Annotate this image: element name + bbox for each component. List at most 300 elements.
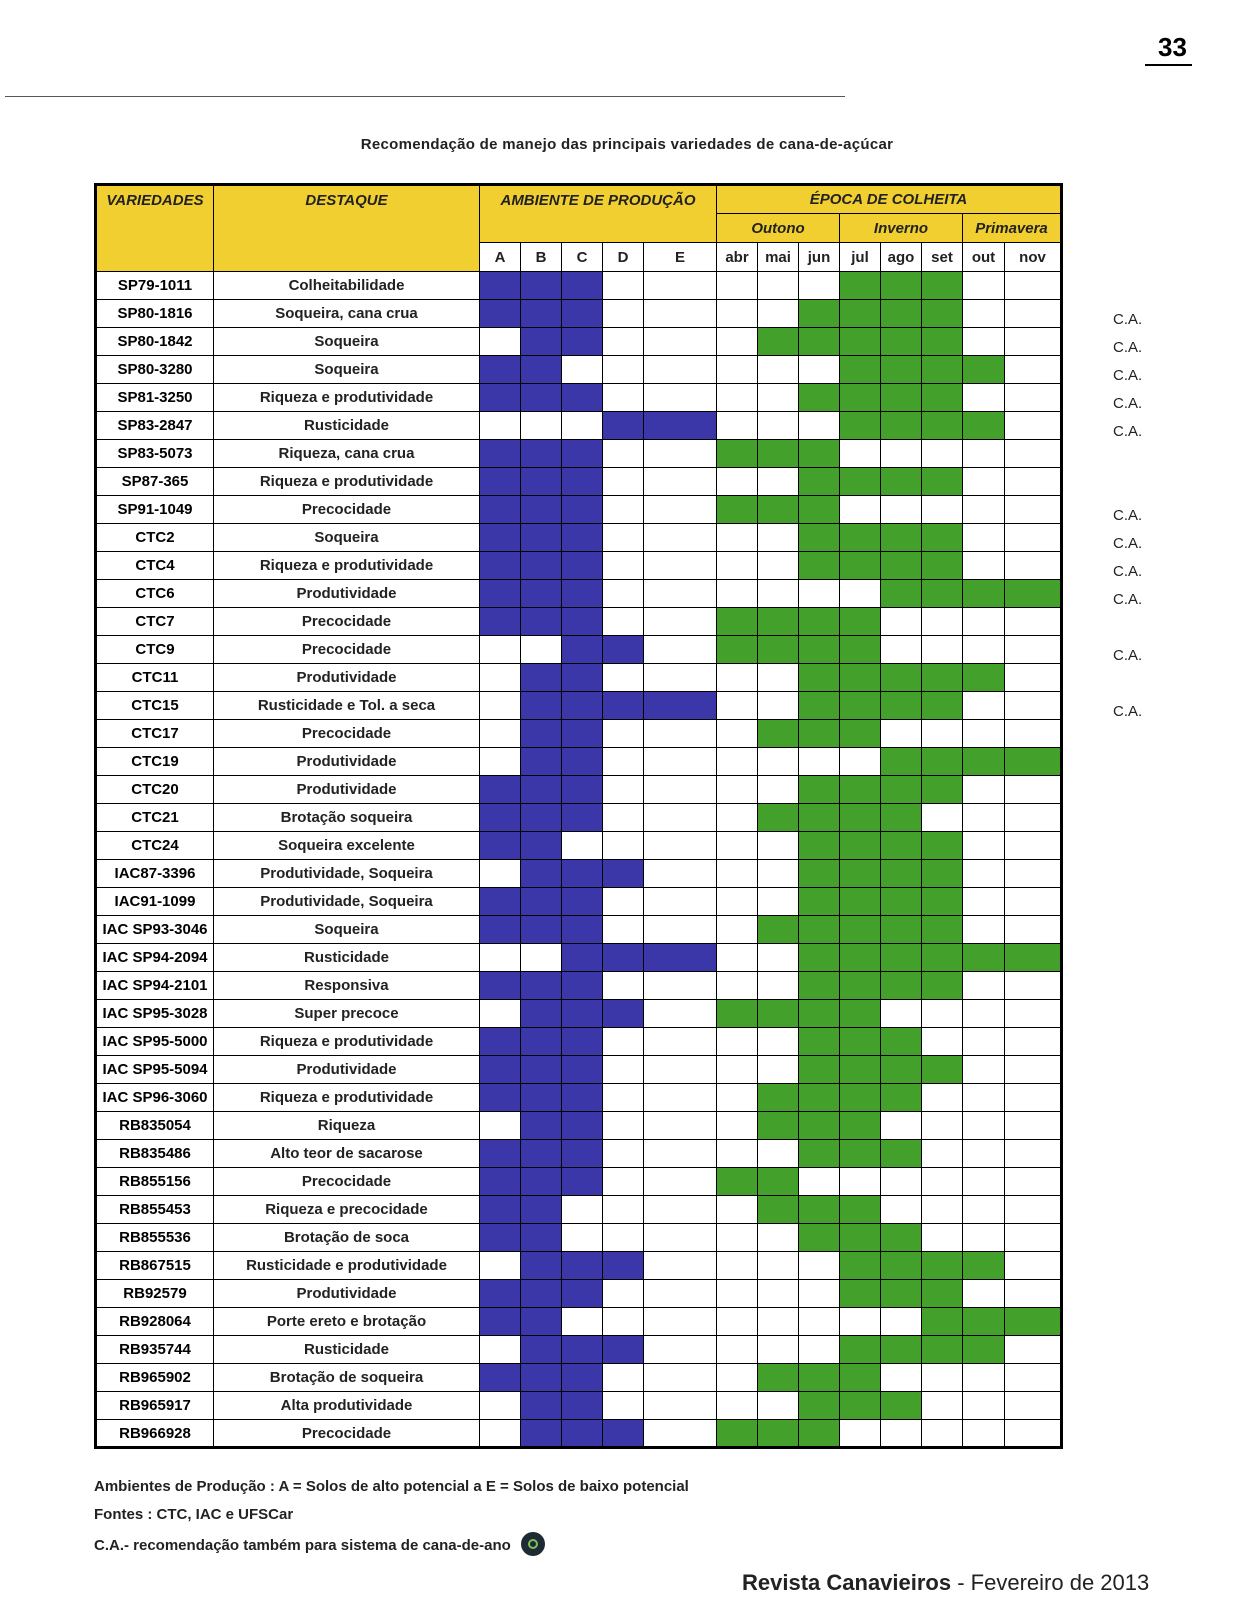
harvest-cell-out [963,664,1005,692]
table-row [96,1280,1062,1308]
env-cell-e [644,804,717,832]
env-cell-d [603,608,644,636]
env-cell-c [562,804,603,832]
harvest-cell-nov [1005,328,1062,356]
harvest-cell-jul [840,1196,881,1224]
harvest-cell-abr [717,1252,758,1280]
harvest-cell-abr [717,1336,758,1364]
env-cell-a [480,1280,521,1308]
table-container [94,183,1063,1449]
variety-cell: SP80-1842 [96,328,214,356]
harvest-cell-nov [1005,440,1062,468]
env-cell-e [644,1028,717,1056]
harvest-cell-set [922,888,963,916]
variety-cell: IAC SP95-3028 [96,1000,214,1028]
table-row [96,1364,1062,1392]
env-cell-a [480,804,521,832]
highlight-cell: Rusticidade e Tol. a seca [214,692,480,720]
harvest-cell-set [922,552,963,580]
env-cell-a [480,608,521,636]
variety-cell: SP83-2847 [96,412,214,440]
highlight-cell: Soqueira [214,916,480,944]
env-cell-b [521,748,562,776]
harvest-cell-nov [1005,552,1062,580]
table-row [96,748,1062,776]
table-row [96,1308,1062,1336]
harvest-cell-out [963,720,1005,748]
harvest-cell-ago [881,272,922,300]
harvest-cell-jun [799,1336,840,1364]
harvest-cell-nov [1005,1280,1062,1308]
harvest-cell-set [922,300,963,328]
harvest-cell-jul [840,608,881,636]
env-cell-d [603,860,644,888]
harvest-cell-abr [717,1196,758,1224]
env-cell-e [644,1112,717,1140]
harvest-cell-nov [1005,776,1062,804]
env-cell-c [562,300,603,328]
env-cell-c [562,328,603,356]
header-season-inverno: Inverno [840,214,963,243]
harvest-cell-abr [717,1392,758,1420]
highlight-cell: Super precoce [214,1000,480,1028]
harvest-cell-out [963,1196,1005,1224]
env-cell-a [480,748,521,776]
env-cell-d [603,1224,644,1252]
harvest-cell-jun [799,664,840,692]
variety-cell: CTC11 [96,664,214,692]
variety-cell: IAC SP95-5000 [96,1028,214,1056]
harvest-cell-mai [758,664,799,692]
harvest-cell-abr [717,664,758,692]
table-row [96,944,1062,972]
env-cell-a [480,1364,521,1392]
harvest-cell-out [963,1028,1005,1056]
table-row [96,608,1062,636]
harvest-cell-out [963,496,1005,524]
env-cell-a [480,468,521,496]
harvest-cell-ago [881,1336,922,1364]
harvest-cell-nov [1005,1140,1062,1168]
variety-cell: CTC2 [96,524,214,552]
harvest-cell-nov [1005,944,1062,972]
harvest-cell-jul [840,356,881,384]
env-cell-b [521,1000,562,1028]
env-cell-b [521,1028,562,1056]
env-cell-a [480,692,521,720]
env-cell-d [603,1028,644,1056]
highlight-cell: Brotação de soqueira [214,1364,480,1392]
harvest-cell-jul [840,1364,881,1392]
highlight-cell: Colheitabilidade [214,272,480,300]
harvest-cell-out [963,1112,1005,1140]
harvest-cell-mai [758,328,799,356]
harvest-cell-jun [799,580,840,608]
env-cell-a [480,440,521,468]
harvest-cell-set [922,328,963,356]
harvest-cell-set [922,1112,963,1140]
env-cell-e [644,1224,717,1252]
harvest-cell-abr [717,832,758,860]
harvest-cell-abr [717,1056,758,1084]
harvest-cell-ago [881,300,922,328]
env-cell-d [603,1056,644,1084]
footnote-ca [94,1534,545,1558]
env-cell-e [644,412,717,440]
env-cell-a [480,1336,521,1364]
highlight-cell: Soqueira [214,328,480,356]
highlight-cell: Rusticidade [214,1336,480,1364]
harvest-cell-ago [881,972,922,1000]
harvest-cell-ago [881,1056,922,1084]
harvest-cell-jul [840,804,881,832]
highlight-cell: Produtividade [214,580,480,608]
harvest-cell-ago [881,440,922,468]
harvest-cell-mai [758,1056,799,1084]
harvest-cell-mai [758,300,799,328]
highlight-cell: Soqueira [214,356,480,384]
env-cell-b [521,328,562,356]
harvest-cell-nov [1005,1364,1062,1392]
env-cell-d [603,524,644,552]
harvest-cell-set [922,692,963,720]
env-cell-b [521,804,562,832]
harvest-cell-ago [881,804,922,832]
harvest-cell-mai [758,496,799,524]
harvest-cell-out [963,272,1005,300]
header-month-set: set [922,243,963,272]
variety-cell: RB928064 [96,1308,214,1336]
harvest-cell-abr [717,440,758,468]
harvest-cell-abr [717,1140,758,1168]
harvest-cell-abr [717,1084,758,1112]
harvest-cell-out [963,1420,1005,1448]
env-cell-b [521,580,562,608]
ca-label: C.A. [1113,646,1143,664]
table-row [96,720,1062,748]
harvest-cell-jul [840,1140,881,1168]
env-cell-e [644,664,717,692]
harvest-cell-jul [840,1168,881,1196]
env-cell-d [603,748,644,776]
env-cell-c [562,1000,603,1028]
env-cell-c [562,1336,603,1364]
harvest-cell-jul [840,552,881,580]
env-cell-e [644,720,717,748]
harvest-cell-set [922,1196,963,1224]
harvest-cell-abr [717,1364,758,1392]
table-row [96,832,1062,860]
env-cell-c [562,412,603,440]
harvest-cell-ago [881,776,922,804]
table-title: Recomendação de manejo das principais variedades de cana-de-açúcar [360,136,894,153]
table-row [96,1252,1062,1280]
harvest-cell-jun [799,384,840,412]
harvest-cell-nov [1005,608,1062,636]
harvest-cell-set [922,1168,963,1196]
highlight-cell: Riqueza e produtividade [214,468,480,496]
env-cell-b [521,608,562,636]
env-cell-a [480,356,521,384]
harvest-cell-nov [1005,720,1062,748]
env-cell-c [562,1084,603,1112]
harvest-cell-jun [799,1140,840,1168]
harvest-cell-mai [758,832,799,860]
env-cell-b [521,776,562,804]
harvest-cell-mai [758,1112,799,1140]
harvest-cell-jun [799,272,840,300]
canavieiros-logo-icon [521,1532,545,1556]
harvest-cell-abr [717,356,758,384]
harvest-cell-ago [881,748,922,776]
harvest-cell-mai [758,552,799,580]
header-season-outono: Outono [717,214,840,243]
env-cell-c [562,580,603,608]
harvest-cell-out [963,468,1005,496]
highlight-cell: Responsiva [214,972,480,1000]
harvest-cell-jun [799,720,840,748]
env-cell-d [603,580,644,608]
variety-cell: CTC15 [96,692,214,720]
harvest-cell-mai [758,1000,799,1028]
variety-cell: RB965902 [96,1364,214,1392]
harvest-cell-mai [758,776,799,804]
env-cell-d [603,328,644,356]
harvest-cell-jul [840,888,881,916]
env-cell-e [644,1336,717,1364]
harvest-cell-ago [881,1168,922,1196]
harvest-cell-set [922,1420,963,1448]
harvest-cell-ago [881,356,922,384]
env-cell-d [603,1308,644,1336]
harvest-cell-jul [840,1308,881,1336]
harvest-cell-jun [799,468,840,496]
variety-cell: SP80-3280 [96,356,214,384]
harvest-cell-abr [717,300,758,328]
env-cell-c [562,832,603,860]
variety-cell: SP91-1049 [96,496,214,524]
harvest-cell-abr [717,860,758,888]
env-cell-e [644,748,717,776]
harvest-cell-ago [881,1308,922,1336]
harvest-cell-nov [1005,1000,1062,1028]
env-cell-a [480,888,521,916]
env-cell-b [521,720,562,748]
env-cell-c [562,748,603,776]
harvest-cell-jun [799,552,840,580]
magazine-separator: - [951,1570,971,1595]
harvest-cell-jun [799,1364,840,1392]
harvest-cell-abr [717,636,758,664]
harvest-cell-out [963,636,1005,664]
harvest-cell-jul [840,580,881,608]
harvest-cell-abr [717,1224,758,1252]
env-cell-c [562,524,603,552]
harvest-cell-ago [881,384,922,412]
highlight-cell: Riqueza e produtividade [214,1084,480,1112]
env-cell-b [521,272,562,300]
env-cell-e [644,1056,717,1084]
env-cell-c [562,860,603,888]
footnote-fontes: Fontes : CTC, IAC e UFSCar [94,1506,294,1523]
env-cell-c [562,636,603,664]
highlight-cell: Precocidade [214,1168,480,1196]
env-cell-b [521,1084,562,1112]
harvest-cell-jun [799,1028,840,1056]
table-row [96,1168,1062,1196]
harvest-cell-jun [799,748,840,776]
harvest-cell-jul [840,272,881,300]
harvest-cell-out [963,580,1005,608]
harvest-cell-ago [881,1392,922,1420]
harvest-cell-jun [799,440,840,468]
harvest-cell-out [963,804,1005,832]
table-row [96,300,1062,328]
env-cell-a [480,552,521,580]
env-cell-a [480,972,521,1000]
harvest-cell-set [922,860,963,888]
harvest-cell-nov [1005,636,1062,664]
harvest-cell-set [922,496,963,524]
harvest-cell-mai [758,1252,799,1280]
harvest-cell-out [963,1084,1005,1112]
env-cell-a [480,580,521,608]
variety-cell: SP81-3250 [96,384,214,412]
harvest-cell-abr [717,468,758,496]
harvest-cell-nov [1005,1168,1062,1196]
env-cell-e [644,1420,717,1448]
table-row [96,1196,1062,1224]
ca-label: C.A. [1113,310,1143,328]
env-cell-e [644,1084,717,1112]
table-row [96,776,1062,804]
variety-cell: RB835054 [96,1112,214,1140]
harvest-cell-out [963,748,1005,776]
env-cell-d [603,776,644,804]
highlight-cell: Soqueira [214,524,480,552]
harvest-cell-jun [799,1196,840,1224]
harvest-cell-ago [881,1112,922,1140]
env-cell-b [521,496,562,524]
env-cell-e [644,832,717,860]
harvest-cell-jun [799,860,840,888]
magazine-footer [742,1570,1149,1596]
env-cell-b [521,524,562,552]
env-cell-e [644,468,717,496]
harvest-cell-set [922,1056,963,1084]
harvest-cell-ago [881,608,922,636]
harvest-cell-mai [758,608,799,636]
harvest-cell-abr [717,748,758,776]
highlight-cell: Precocidade [214,608,480,636]
table-row [96,1084,1062,1112]
env-cell-e [644,384,717,412]
env-cell-c [562,664,603,692]
env-cell-b [521,916,562,944]
header-season-primavera: Primavera [963,214,1062,243]
highlight-cell: Produtividade [214,748,480,776]
variety-cell: RB92579 [96,1280,214,1308]
env-cell-b [521,944,562,972]
harvest-cell-abr [717,384,758,412]
env-cell-d [603,1000,644,1028]
highlight-cell: Porte ereto e brotação [214,1308,480,1336]
ca-label: C.A. [1113,338,1143,356]
harvest-cell-set [922,1000,963,1028]
harvest-cell-jun [799,1224,840,1252]
ca-label: C.A. [1113,394,1143,412]
harvest-cell-abr [717,1280,758,1308]
harvest-cell-abr [717,580,758,608]
harvest-cell-nov [1005,1392,1062,1420]
harvest-cell-mai [758,888,799,916]
env-cell-c [562,384,603,412]
harvest-cell-set [922,664,963,692]
env-cell-e [644,1392,717,1420]
harvest-cell-mai [758,440,799,468]
env-cell-d [603,1196,644,1224]
harvest-cell-nov [1005,804,1062,832]
harvest-cell-out [963,440,1005,468]
harvest-cell-nov [1005,748,1062,776]
table-row [96,580,1062,608]
env-cell-e [644,328,717,356]
env-cell-e [644,1364,717,1392]
env-cell-d [603,440,644,468]
harvest-cell-abr [717,496,758,524]
variety-cell: CTC6 [96,580,214,608]
table-row [96,1112,1062,1140]
env-cell-b [521,1252,562,1280]
harvest-cell-jul [840,524,881,552]
harvest-cell-set [922,1336,963,1364]
env-cell-d [603,272,644,300]
harvest-cell-out [963,608,1005,636]
harvest-cell-mai [758,1364,799,1392]
env-cell-c [562,1280,603,1308]
harvest-cell-jun [799,944,840,972]
env-cell-e [644,496,717,524]
env-cell-a [480,496,521,524]
harvest-cell-out [963,1308,1005,1336]
env-cell-d [603,1364,644,1392]
harvest-cell-set [922,1280,963,1308]
harvest-cell-out [963,1140,1005,1168]
highlight-cell: Produtividade [214,1280,480,1308]
harvest-cell-mai [758,1168,799,1196]
harvest-cell-out [963,1252,1005,1280]
ca-label: C.A. [1113,534,1143,552]
harvest-cell-nov [1005,1196,1062,1224]
harvest-cell-jul [840,412,881,440]
harvest-cell-ago [881,1196,922,1224]
harvest-cell-abr [717,608,758,636]
variety-cell: RB855536 [96,1224,214,1252]
env-cell-e [644,272,717,300]
env-cell-e [644,944,717,972]
harvest-cell-out [963,1056,1005,1084]
harvest-cell-set [922,1084,963,1112]
env-cell-c [562,720,603,748]
harvest-cell-nov [1005,1224,1062,1252]
env-cell-a [480,664,521,692]
env-cell-d [603,496,644,524]
harvest-cell-out [963,356,1005,384]
table-row [96,692,1062,720]
header-month-out: out [963,243,1005,272]
highlight-cell: Rusticidade e produtividade [214,1252,480,1280]
harvest-cell-jul [840,496,881,524]
